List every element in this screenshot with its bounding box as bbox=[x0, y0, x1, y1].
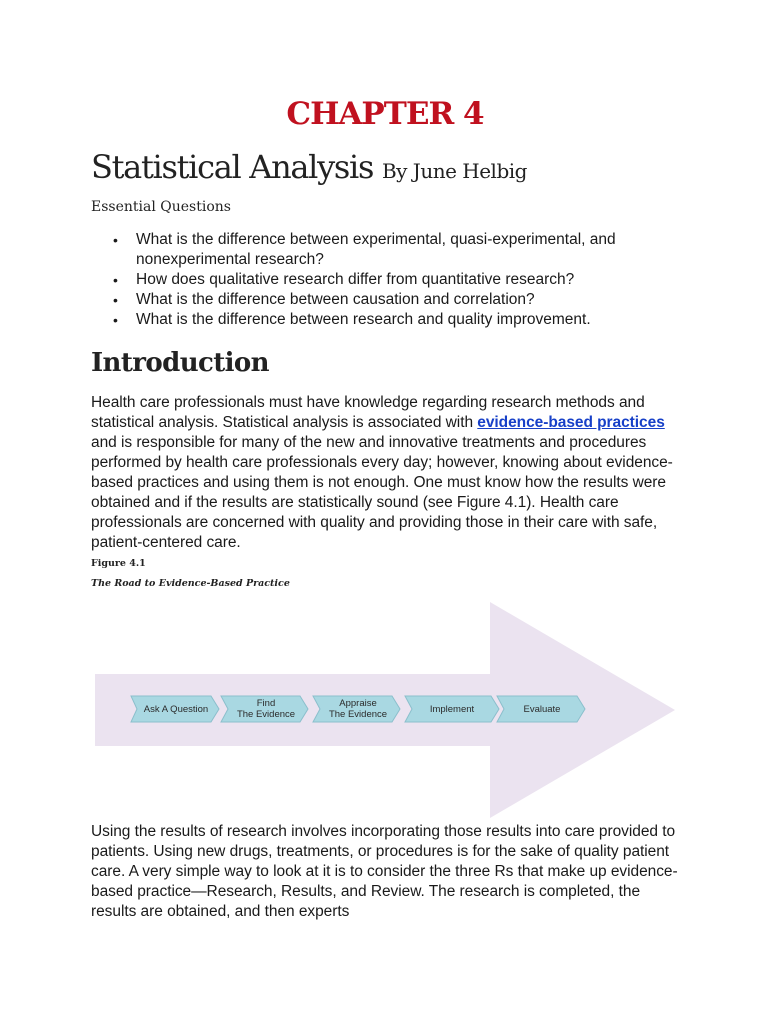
figure-number: Figure 4.1 bbox=[91, 558, 146, 569]
essential-questions-label: Essential Questions bbox=[91, 199, 231, 215]
page-title bbox=[91, 148, 527, 186]
figure-title: The Road to Evidence-Based Practice bbox=[91, 578, 290, 589]
evidence-based-practices-link[interactable]: evidence-based practices bbox=[477, 414, 665, 431]
title-main: Statistical Analysis bbox=[91, 148, 374, 186]
introduction-paragraph bbox=[91, 393, 681, 553]
step-label-evaluate: Evaluate bbox=[523, 703, 561, 715]
question-item: • What is the difference between causation and correlation? bbox=[91, 290, 681, 310]
question-item: • How does qualitative research differ from quantitative research? bbox=[91, 270, 681, 290]
step-label-find-evidence: Find The Evidence bbox=[236, 698, 296, 720]
step-label-ask-question: Ask A Question bbox=[143, 703, 209, 715]
essential-questions-list bbox=[91, 230, 681, 330]
question-item: • What is the difference between research and quality improvement. bbox=[91, 310, 681, 330]
intro-text-after-link: and is responsible for many of the new and innovative treatments and procedures performed by health care professionals every day; however, knowing about evidence-based practices and using them is not enough. One must know how the results were obtained and if the results are statistically sound (see Figure 4.1). Health care professionals are concerned with quality and providing those in their care with safe, patient-centered care. bbox=[91, 434, 673, 551]
question-item: • What is the difference between experimental, quasi-experimental, and nonexperimental research? bbox=[91, 230, 681, 270]
body-paragraph: Using the results of research involves incorporating those results into care provided to patients. Using new drugs, treatments, or procedures is for the sake of quality patient care. A very simple way to look at it is to consider the three Rs that make up evidence-based practice—Research, Results, and Review. The research is completed, the results are obtained, and then experts bbox=[91, 823, 678, 920]
step-label-appraise-evidence: Appraise The Evidence bbox=[328, 698, 388, 720]
evidence-based-practice-figure bbox=[95, 602, 675, 818]
author-byline: By June Helbig bbox=[381, 159, 527, 183]
intro-text-before-link: Health care professionals must have knowledge regarding research methods and statistical analysis. Statistical analysis is associated with bbox=[91, 394, 645, 431]
step-label-implement: Implement bbox=[429, 703, 475, 715]
chapter-label: CHAPTER 4 bbox=[286, 96, 484, 132]
introduction-heading: Introduction bbox=[91, 348, 269, 378]
